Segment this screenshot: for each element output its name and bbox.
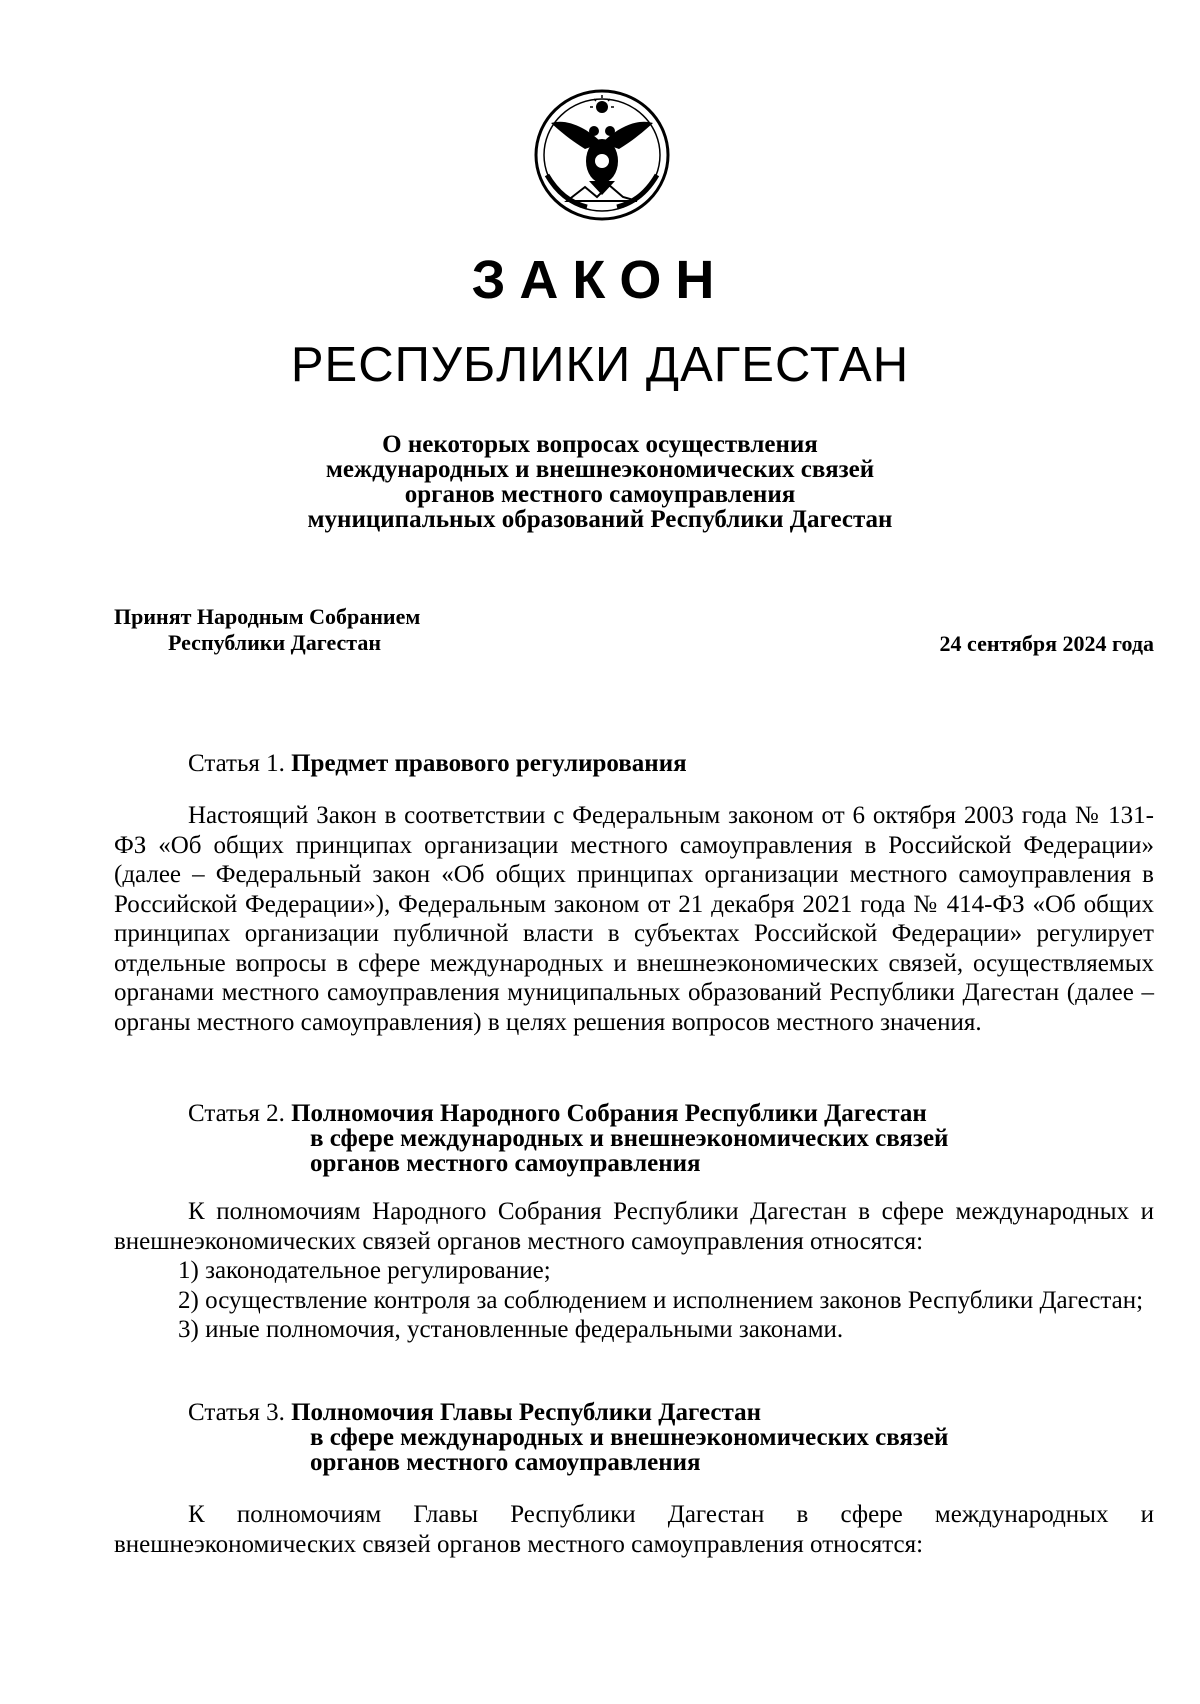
article-heading — [188, 1101, 948, 1176]
article-heading — [188, 751, 687, 776]
adoption-line: Принят Народным Собранием — [114, 604, 421, 629]
article-body — [114, 801, 1154, 1037]
article-number: Статья 2. — [188, 1100, 285, 1127]
law-title: ЗАКОН — [471, 250, 729, 310]
adoption-line: Республики Дагестан — [168, 630, 382, 655]
adoption-date: 24 сентября 2024 года — [939, 631, 1154, 656]
article-title: Полномочия Народного Собрания Республики Дагестан — [291, 1100, 927, 1127]
coat-of-arms-icon — [527, 83, 677, 223]
list-item: 3) иные полномочия, установленные федеральными законами. — [178, 1316, 844, 1343]
article-title-line: органов местного самоуправления — [310, 1150, 701, 1177]
paragraph: Настоящий Закон в соответствии с Федеральным законом от 6 октября 2003 года № 131-ФЗ «Об общих принципах организации местного самоуправления в Российской Федерации» (далее – Федеральный закон «Об общих принципах организации местного самоуправления в Российской Федерации»), Федеральным законом от 21 декабря 2021 года № 414-ФЗ «Об общих принципах организации публичной власти в субъектах Российской Федерации» регулирует отдельные вопросы в сфере международных и внешнеэкономических связей, осуществляемых органами местного самоуправления муниципальных образований Республики Дагестан (далее – органы местного самоуправления) в целях решения вопросов местного значения. — [114, 802, 1154, 1036]
list-item: 1) законодательное регулирование; — [178, 1257, 551, 1284]
article-body — [114, 1197, 1154, 1345]
law-subtitle: РЕСПУБЛИКИ ДАГЕСТАН — [290, 338, 910, 392]
paragraph: К полномочиям Главы Республики Дагестан в сфере международных и внешнеэкономических связей органов местного самоуправления относятся: — [114, 1501, 1154, 1558]
document-heading — [200, 432, 1000, 532]
article-body — [114, 1500, 1154, 1559]
article-number: Статья 3. — [188, 1399, 285, 1426]
article-title-line: в сфере международных и внешнеэкономических связей — [310, 1424, 949, 1451]
article-title: Предмет правового регулирования — [291, 750, 687, 777]
article-title-line: в сфере международных и внешнеэкономических связей — [310, 1125, 949, 1152]
heading-line: муниципальных образований Республики Дагестан — [307, 506, 893, 533]
article-title: Полномочия Главы Республики Дагестан — [291, 1399, 761, 1426]
list-item: 2) осуществление контроля за соблюдением и исполнением законов Республики Дагестан; — [178, 1286, 1144, 1314]
article-title-line: органов местного самоуправления — [310, 1449, 701, 1476]
paragraph: К полномочиям Народного Собрания Республики Дагестан в сфере международных и внешнеэкономических связей органов местного самоуправления относятся: — [114, 1198, 1154, 1255]
adoption-authority — [114, 604, 420, 656]
heading-line: О некоторых вопросах осуществления — [382, 431, 818, 458]
heading-line: органов местного самоуправления — [404, 481, 796, 508]
heading-line: международных и внешнеэкономических связей — [325, 456, 875, 483]
article-heading — [188, 1400, 948, 1475]
article-number: Статья 1. — [188, 750, 285, 777]
